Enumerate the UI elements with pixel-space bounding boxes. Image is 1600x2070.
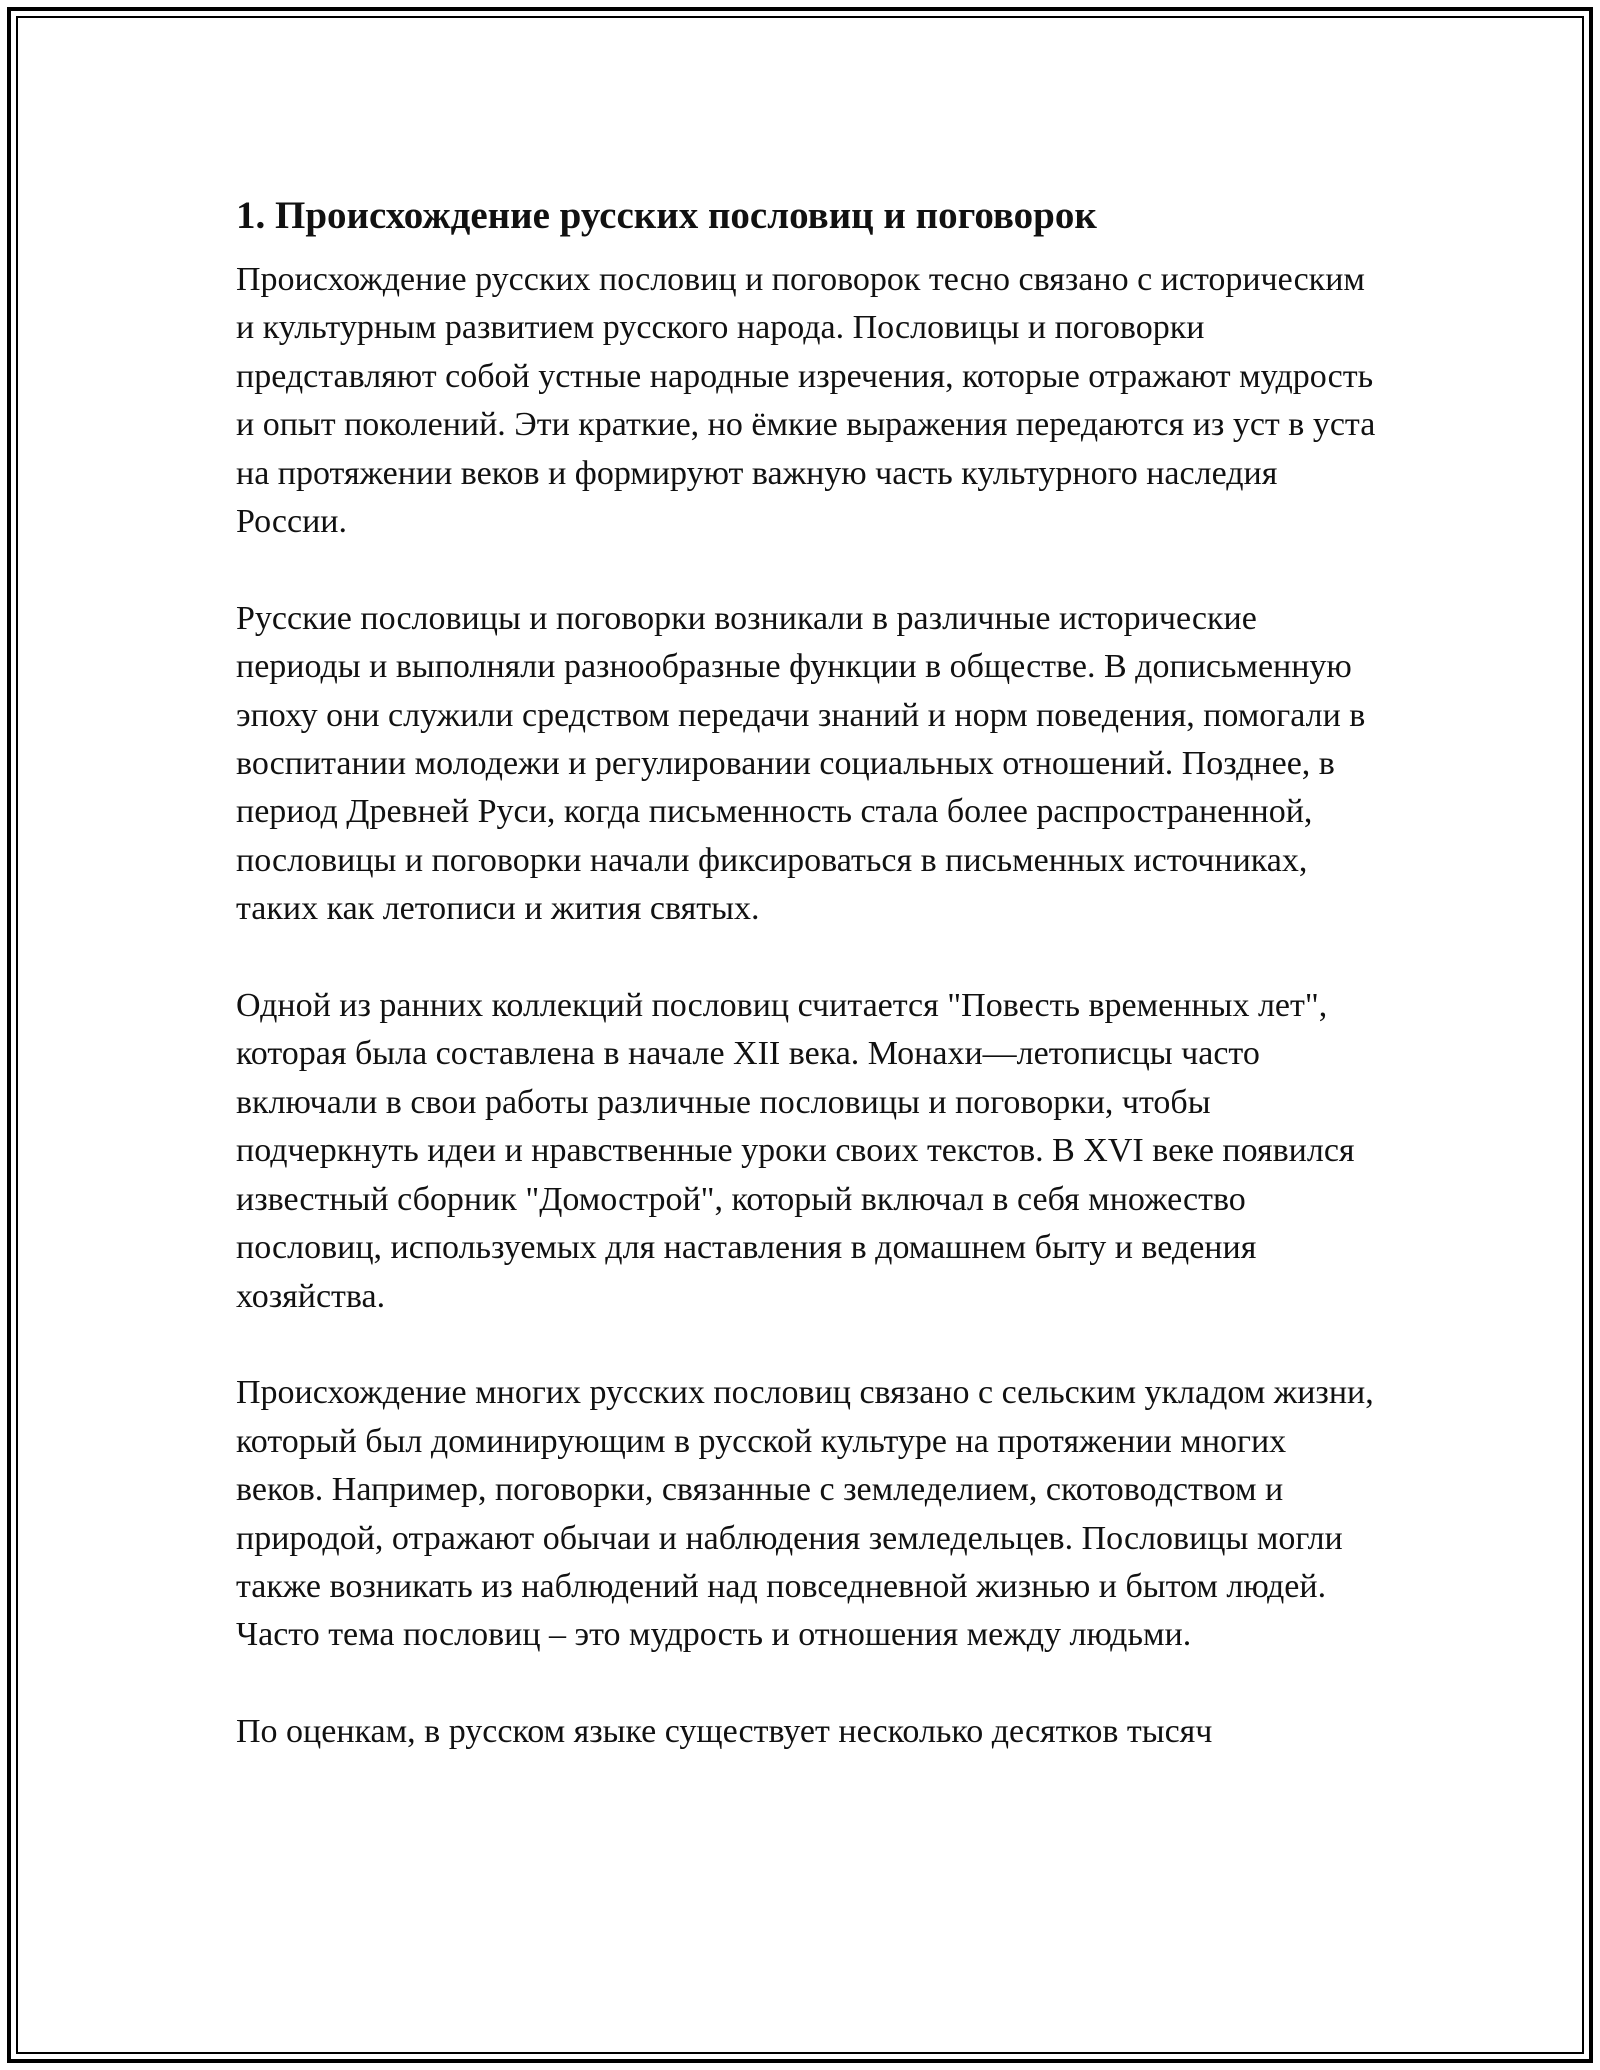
paragraph-2: Русские пословицы и поговорки возникали в различные исторические периоды и выполняли разнообразные функции в обществе. В дописьменную эпоху они служили средством передачи знаний и норм поведения, помогали в воспитании молодежи и регулировании социальных отношений. Позднее, в период Древней Руси, когда письменность стала более распространенной, пословицы и поговорки начали фиксироваться в письменных источниках, таких как летописи и жития святых. bbox=[236, 599, 1366, 928]
paragraph-4: Происхождение многих русских пословиц связано с сельским укладом жизни, который был доминирующим в русской культуре на протяжении многих веков. Например, поговорки, связанные с земледелием, скотоводством и природой, отражают обычаи и наблюдения земледельцев. Пословицы могли также возникать из наблюдений над повседневной жизнью и бытом людей. Часто тема пословиц – это мудрость и отношения между людьми. bbox=[236, 1374, 1374, 1654]
paragraph-5: По оценкам, в русском языке существует несколько десятков тысяч bbox=[236, 1713, 1213, 1751]
paragraph-1: Происхождение русских пословиц и поговорок тесно связано с историческим и культурным развитием русского народа. Пословицы и поговорки представляют собой устные народные изречения, которые отражают мудрость и опыт поколений. Эти краткие, но ёмкие выражения передаются из уст в уста на протяжении веков и формируют важную часть культурного наследия России. bbox=[236, 261, 1376, 541]
document-body bbox=[236, 188, 1376, 1757]
paragraph-3: Одной из ранних коллекций пословиц считается "Повесть временных лет", которая была составлена в начале XII века. Монахи—летописцы часто включали в свои работы различные пословицы и поговорки, чтобы подчеркнуть идеи и нравственные уроки своих текстов. В XVI веке появился известный сборник "Домострой", который включал в себя множество пословиц, используемых для наставления в домашнем быту и ведения хозяйства. bbox=[236, 987, 1355, 1315]
section-heading: 1. Происхождение русских пословиц и поговорок bbox=[236, 194, 1097, 237]
